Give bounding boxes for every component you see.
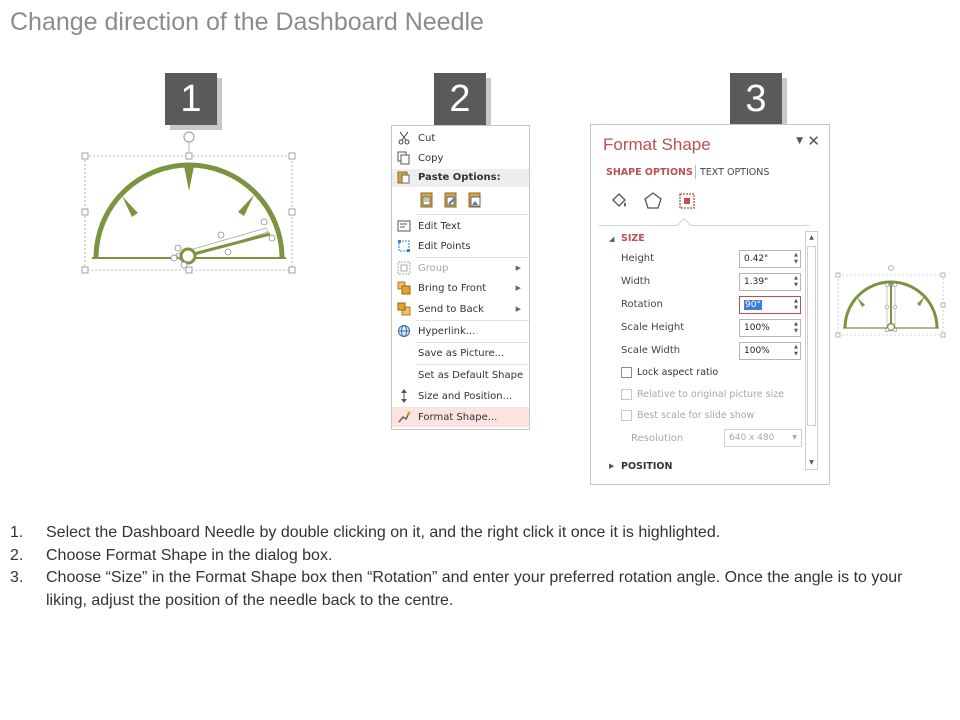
submenu-arrow-icon: ▶ [515, 264, 521, 272]
edit-text-icon [396, 218, 412, 234]
scrollbar-thumb[interactable] [807, 246, 816, 426]
instruction-number: 3. [10, 569, 24, 586]
paste-options-header [392, 169, 529, 187]
size-position-icon [396, 388, 412, 404]
send-back-icon [396, 301, 412, 317]
instruction-text: Choose Format Shape in the dialog box. [46, 546, 333, 564]
relative-original-label: Relative to original picture size [637, 389, 785, 400]
menu-item-label: Group [418, 262, 449, 274]
spinner-icon[interactable]: ▲ ▼ [794, 344, 798, 357]
instruction-item [10, 522, 940, 545]
menu-item-copy[interactable] [392, 148, 529, 168]
menu-header-label: Paste Options: [418, 172, 501, 183]
menu-item-label: Copy [418, 152, 444, 164]
menu-item-label: Format Shape... [418, 411, 498, 423]
tab-text-options[interactable]: TEXT OPTIONS [700, 167, 770, 178]
group-icon [396, 260, 412, 276]
menu-item-save-as-picture[interactable] [392, 343, 529, 363]
instruction-text: Choose “Size” in the Format Shape box then “Rotation” and enter your preferred rotation angle. Once the angle is to your liking, adjust the position of the needle back to the centre. [46, 569, 903, 609]
menu-item-label: Hyperlink... [418, 325, 476, 337]
menu-item-label: Send to Back [418, 303, 484, 315]
step-badge-3: 3 [730, 73, 782, 125]
rotate-handle-icon[interactable] [184, 132, 194, 153]
menu-item-label: Edit Points [418, 240, 471, 252]
menu-item-label: Size and Position... [418, 390, 513, 402]
menu-item-edit-points[interactable] [392, 236, 529, 256]
instruction-item [10, 567, 940, 612]
menu-item-cut[interactable] [392, 128, 529, 148]
rotation-value: 90° [745, 300, 761, 310]
paste-icon [396, 170, 410, 187]
height-input[interactable] [739, 250, 801, 268]
tab-indicator-notch [677, 218, 691, 232]
spinner-icon[interactable]: ▲ ▼ [794, 252, 798, 265]
pane-title: Format Shape [603, 135, 711, 154]
resolution-select[interactable] [724, 429, 802, 447]
dashboard-gauge-rotated[interactable] [835, 265, 947, 338]
menu-item-label: Save as Picture... [418, 347, 505, 359]
submenu-arrow-icon: ▶ [515, 305, 521, 313]
fill-line-icon[interactable] [609, 191, 629, 211]
relative-original-checkbox[interactable] [621, 389, 632, 400]
paste-options-row [418, 191, 484, 212]
menu-item-edit-text[interactable] [392, 216, 529, 236]
bring-front-icon [396, 280, 412, 296]
tab-shape-options[interactable]: SHAPE OPTIONS [606, 167, 693, 178]
spinner-icon[interactable]: ▲ ▼ [794, 298, 798, 311]
lock-aspect-label: Lock aspect ratio [637, 367, 719, 378]
menu-item-bring-to-front[interactable] [392, 278, 529, 298]
scale-width-input[interactable] [739, 342, 801, 360]
menu-item-label: Cut [418, 132, 436, 144]
height-value: 0.42" [744, 254, 769, 264]
expand-triangle-icon[interactable]: ▶ [609, 462, 615, 470]
instructions-list [10, 522, 940, 612]
dashboard-gauge-selected[interactable] [80, 128, 300, 278]
best-scale-label: Best scale for slide show [637, 410, 755, 421]
instruction-text: Select the Dashboard Needle by double clicking on it, and the right click it once it is highlighted. [46, 524, 721, 541]
field-label-width: Width [621, 276, 651, 287]
needle-icon[interactable] [171, 219, 275, 268]
tab-separator [695, 165, 696, 179]
width-input[interactable] [739, 273, 801, 291]
field-label-scale-height: Scale Height [621, 322, 685, 333]
menu-item-label: Edit Text [418, 220, 461, 232]
paste-picture-icon[interactable] [466, 191, 484, 212]
resolution-label: Resolution [631, 433, 684, 444]
section-size[interactable]: SIZE [621, 233, 645, 244]
close-icon[interactable]: ✕ [807, 132, 820, 150]
rotate-handle-icon[interactable] [889, 266, 894, 271]
menu-item-send-to-back[interactable] [392, 299, 529, 319]
field-label-rotation: Rotation [621, 299, 663, 310]
section-position[interactable]: POSITION [621, 461, 673, 472]
scale-height-value: 100% [744, 323, 770, 333]
gauge-arc-icon [92, 165, 286, 258]
step-badge-1: 1 [165, 73, 217, 125]
scroll-up-icon[interactable]: ▲ [809, 234, 814, 241]
resolution-value: 640 x 480 [729, 433, 775, 443]
field-label-height: Height [621, 253, 655, 264]
context-menu [391, 125, 530, 430]
scissors-icon [396, 130, 412, 146]
menu-item-set-default-shape[interactable] [392, 365, 529, 385]
step-badge-2: 2 [434, 73, 486, 125]
lock-aspect-checkbox[interactable] [621, 367, 632, 378]
spinner-icon[interactable]: ▲ ▼ [794, 275, 798, 288]
effects-icon[interactable] [643, 191, 663, 211]
hyperlink-icon [396, 323, 412, 339]
menu-item-label: Set as Default Shape [418, 369, 524, 381]
scroll-down-icon[interactable]: ▼ [809, 459, 814, 466]
page-title: Change direction of the Dashboard Needle [10, 8, 484, 36]
edit-points-icon [396, 238, 412, 254]
format-shape-icon [396, 409, 412, 425]
menu-item-label: Bring to Front [418, 282, 487, 294]
best-scale-checkbox[interactable] [621, 410, 632, 421]
menu-item-group[interactable] [392, 258, 529, 278]
chevron-down-icon: ▼ [792, 434, 797, 441]
instruction-number: 1. [10, 524, 24, 541]
scale-height-input[interactable] [739, 319, 801, 337]
paste-keep-source-icon[interactable] [418, 191, 436, 212]
format-shape-pane [590, 124, 830, 485]
size-properties-icon[interactable] [677, 191, 697, 211]
scale-width-value: 100% [744, 346, 770, 356]
pane-divider [599, 225, 809, 226]
instruction-item [10, 545, 940, 568]
menu-item-hyperlink[interactable] [392, 321, 529, 341]
collapse-triangle-icon[interactable]: ◢ [609, 235, 615, 243]
menu-item-format-shape[interactable] [392, 407, 529, 427]
menu-item-size-position[interactable] [392, 386, 529, 406]
field-label-scale-width: Scale Width [621, 345, 681, 356]
instruction-number: 2. [10, 546, 24, 564]
copy-icon [396, 150, 412, 166]
spinner-icon[interactable]: ▲ ▼ [794, 321, 798, 334]
menu-separator [416, 214, 529, 215]
pane-options-icon[interactable]: ▼ [796, 136, 803, 146]
rotation-input[interactable] [739, 296, 801, 314]
paste-formatting-icon[interactable] [442, 191, 460, 212]
width-value: 1.39" [744, 277, 769, 287]
pane-scrollbar[interactable] [805, 231, 818, 470]
submenu-arrow-icon: ▶ [515, 284, 521, 292]
needle-icon[interactable] [885, 283, 897, 332]
